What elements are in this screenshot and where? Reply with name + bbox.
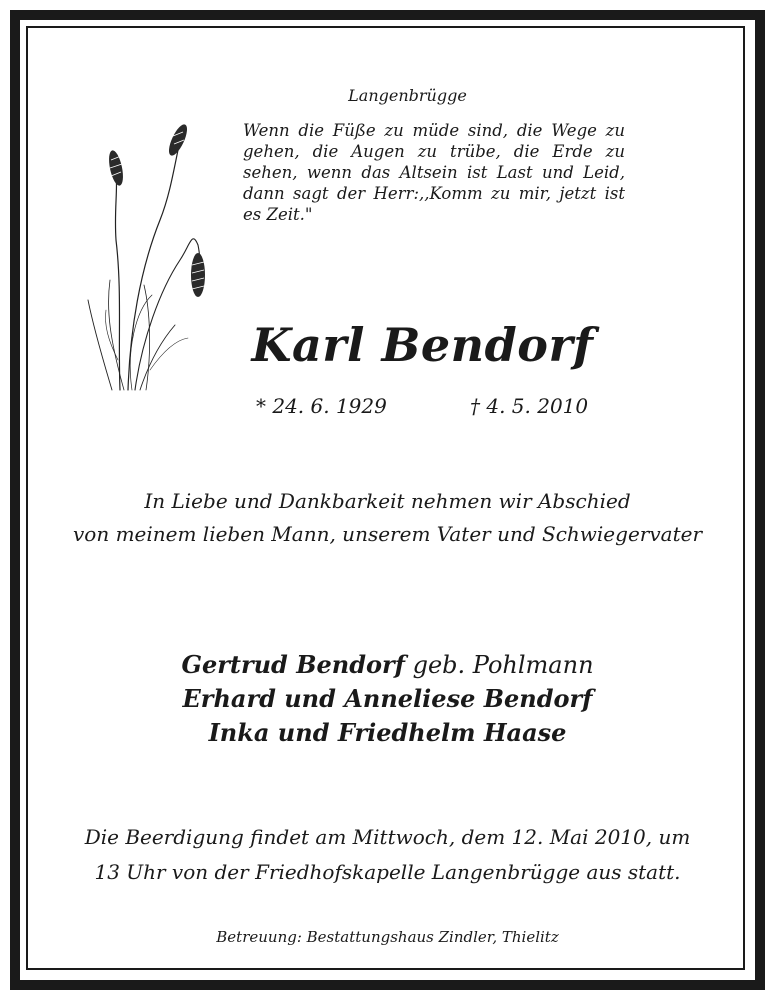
- location: Langenbrügge: [348, 86, 467, 105]
- mourner-line-3-text: Inka und Friedhelm Haase: [208, 718, 567, 747]
- farewell-line-1: In Liebe und Dankbarkeit nehmen wir Abschied: [144, 489, 631, 513]
- mourner-line-3: [0, 716, 775, 750]
- birth-date: * 24. 6. 1929: [256, 394, 387, 418]
- farewell-line-2: von meinem lieben Mann, unserem Vater und Schwiegervater: [72, 522, 702, 546]
- mourners-list: [0, 648, 775, 750]
- funeral-line-2: 13 Uhr von der Friedhofskapelle Langenbrügge aus statt.: [94, 860, 681, 884]
- poem-text: Wenn die Füße zu müde sind, die Wege zu gehen, die Augen zu trübe, die Erde zu sehen, wenn das Altsein ist Last und Leid, dann sagt der Herr:,,Komm zu mir, jetzt ist es Zeit.": [243, 121, 625, 224]
- mourner-line-1: [0, 648, 775, 682]
- mourner-line-2: [0, 682, 775, 716]
- mourner-widow-name: Gertrud Bendorf: [181, 650, 405, 679]
- death-date: † 4. 5. 2010: [470, 394, 589, 418]
- funeral-line-1: Die Beerdigung findet am Mittwoch, dem 12. Mai 2010, um: [84, 825, 691, 849]
- mourner-maiden-name: geb. Pohlmann: [404, 651, 594, 679]
- mourner-line-2-text: Erhard und Anneliese Bendorf: [182, 684, 593, 713]
- undertaker-credit: Betreuung: Bestattungshaus Zindler, Thielitz: [216, 928, 559, 946]
- funeral-info: [0, 820, 775, 890]
- farewell-text: [0, 485, 775, 551]
- deceased-name: Karl Bendorf: [251, 318, 594, 372]
